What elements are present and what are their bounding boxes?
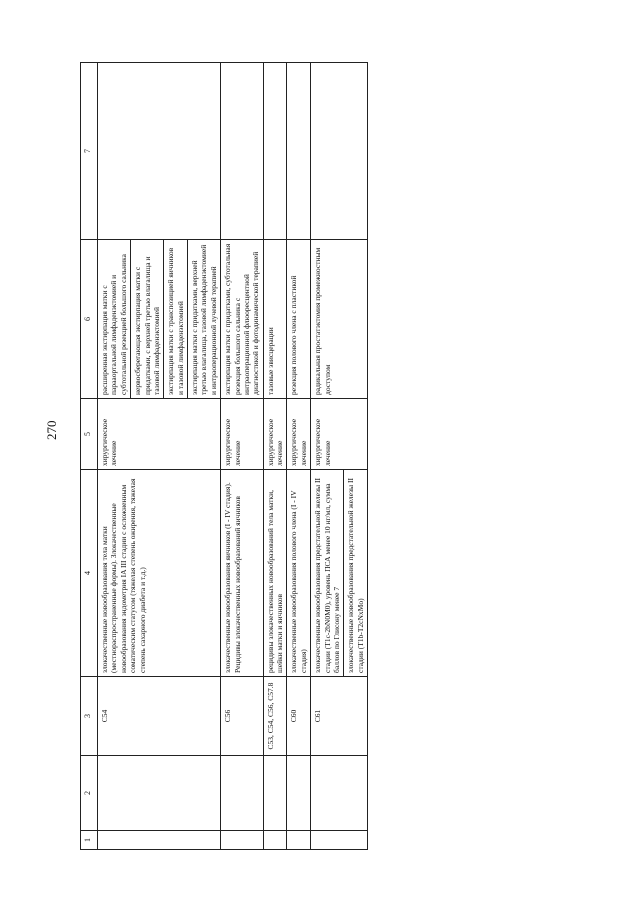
col-header-2: 2 (81, 756, 98, 831)
document-table-sheet (80, 65, 615, 850)
method: резекция полового члена с пластикой (287, 240, 311, 399)
table-row (263, 63, 287, 850)
treatment-type: хирургическое лечение (311, 399, 368, 470)
table-row (287, 63, 311, 850)
treatment-type: хирургическое лечение (98, 399, 221, 470)
diagnosis: рецидивы злокачественных новообразований тела матки, шейки матки и яичников (263, 470, 287, 677)
page-number: 270 (44, 420, 59, 440)
method: экстирпация матки с придатками, верхней третью влагалища, тазовой лимфаденэктомией и интраоперационной лучевой терапией (188, 240, 221, 399)
method: расширенная экстирпация матки с парааортальной лимфаденэктомией и субтотальной резекцией большого сальника (98, 240, 131, 399)
treatment-type: хирургическое лечение (263, 399, 287, 470)
col-header-7: 7 (81, 63, 98, 240)
icd-code: C56 (221, 677, 264, 756)
method: экстирпация матки с придатками, субтотальная резекция большого сальника с интраоперационной флюоресцентной диагностикой и фотодинамической терапией (221, 240, 264, 399)
col-header-6: 6 (81, 240, 98, 399)
table-row (98, 63, 131, 850)
icd-code: C53, C54, C56, C57.8 (263, 677, 287, 756)
treatment-type: хирургическое лечение (221, 399, 264, 470)
col-header-4: 4 (81, 470, 98, 677)
treatment-type: хирургическое лечение (287, 399, 311, 470)
icd-code: C54 (98, 677, 221, 756)
diagnosis: злокачественные новообразования предстательной железы II стадии (T1c-2bN0M0), уровень ПСА менее 10 нг/мл, сумма баллов по Глисону менее 7 (311, 470, 344, 677)
method: радикальная простатэктомия промежностным доступом (311, 240, 368, 399)
diagnosis: злокачественные новообразования полового члена (I - IV стадия) (287, 470, 311, 677)
diagnosis: злокачественные новообразования тела матки (местнораспространенные формы). Злокачественные новообразования эндометрия IA III стадии с осложненным соматическим статусом (тяжелая степень ожирения, тяжелая степень сахарного диабета и т.д.) (98, 470, 221, 677)
table-row (221, 63, 264, 850)
diagnosis: злокачественные новообразования предстательной железы II стадии (T1b-T2cNxMo) (344, 470, 368, 677)
table-row (311, 63, 344, 850)
method: нервосберегающая экстирпация матки с придатками, с верхней третью влагалища и тазовой лимфаденэктомией (131, 240, 164, 399)
col-header-5: 5 (81, 399, 98, 470)
col-header-1: 1 (81, 831, 98, 850)
diagnosis: злокачественные новообразования яичников (I - IV стадия). Рецидивы злокачественных новообразований яичников (221, 470, 264, 677)
header-row (81, 63, 98, 850)
method: экстирпация матки с транспозицией яичников и тазовой лимфаденэктомией (164, 240, 188, 399)
method: тазовые эвисцерации (263, 240, 287, 399)
icd-code: C60 (287, 677, 311, 756)
icd-code: C61 (311, 677, 368, 756)
treatment-table (80, 62, 368, 850)
col-header-3: 3 (81, 677, 98, 756)
